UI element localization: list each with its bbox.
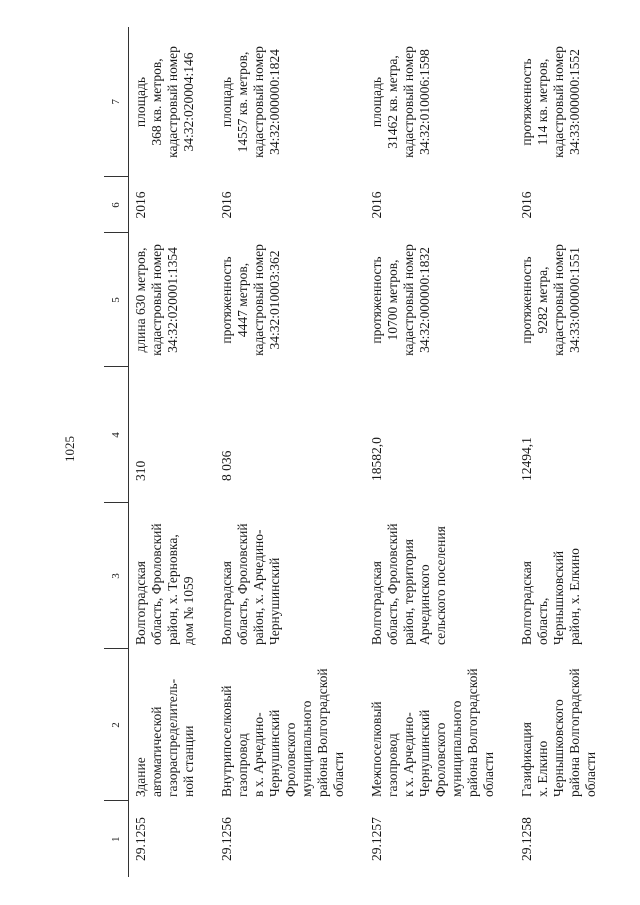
- land-details: площадь 31462 кв. метра, кадастровый номер 34:32:010006:1598: [369, 46, 432, 158]
- object-characteristics: протяженность 10700 метров, кадастровый номер 34:32:000000:1832: [369, 244, 432, 356]
- object-address: Волгоградская область, Фроловский район, х. Терновка, дом № 1059: [133, 523, 196, 645]
- row-id: 29.1255: [133, 817, 148, 861]
- object-year: 2016: [219, 191, 234, 219]
- column-header-5: 5: [104, 233, 129, 367]
- object-value: 12494,1: [519, 437, 534, 481]
- object-address: Волгоградская область, Фроловский район, х. Арчедино- Чернушинский: [219, 523, 282, 645]
- object-name: Межпоселковый газопровод к х. Арчедино- Чернушинский Фроловского муниципального района Волгоградской области: [369, 668, 496, 797]
- object-name: Внутрипоселковый газопровод в х. Арчедино- Чернушинский Фроловского муниципального района Волгоградской области: [219, 668, 346, 797]
- object-year: 2016: [369, 191, 384, 219]
- land-details: протяженность 114 кв. метров, кадастровый номер 34:33:000000:1552: [519, 46, 582, 158]
- column-header-3: 3: [104, 503, 129, 649]
- table-row: [365, 27, 515, 877]
- table-row: [129, 27, 215, 877]
- table-row: [215, 27, 365, 877]
- object-year: 2016: [519, 191, 534, 219]
- object-characteristics: протяженность 4447 метров, кадастровый номер 34:32:010003:362: [219, 244, 282, 356]
- column-header-6: 6: [104, 177, 129, 233]
- row-id: 29.1257: [369, 817, 384, 861]
- page-number: 1025: [62, 436, 77, 462]
- column-header-7: 7: [104, 27, 129, 177]
- land-details: площадь 368 кв. метров, кадастровый номер 34:32:020004:146: [133, 46, 196, 158]
- object-characteristics: протяженность 9282 метра, кадастровый номер 34:33:000000:1551: [519, 244, 582, 356]
- row-id: 29.1258: [519, 817, 534, 861]
- rotated-page-content: [104, 27, 634, 877]
- column-header-1: 1: [104, 801, 129, 877]
- object-value: 310: [133, 460, 148, 481]
- header-row: [104, 27, 129, 877]
- property-table: [104, 27, 617, 877]
- column-header-2: 2: [104, 649, 129, 801]
- object-name: Газификация х. Елкино Чернышковского района Волгоградской области: [519, 668, 598, 797]
- object-address: Волгоградская область, Чернышковский район, х. Елкино: [519, 548, 582, 645]
- land-details: площадь 14557 кв. метров, кадастровый номер 34:32:000000:1824: [219, 46, 282, 158]
- object-characteristics: длина 630 метров, кадастровый номер 34:32:020001:1354: [133, 244, 180, 356]
- row-id: 29.1256: [219, 817, 234, 861]
- table-row: [515, 27, 617, 877]
- object-address: Волгоградская область, Фроловский район, территория Арчединского сельского поселения: [369, 523, 448, 645]
- object-value: 8 036: [219, 450, 234, 481]
- column-header-4: 4: [104, 367, 129, 503]
- object-value: 18582,0: [369, 437, 384, 481]
- object-year: 2016: [133, 191, 148, 219]
- object-name: Здание автоматической газораспределитель- ной станции: [133, 678, 196, 797]
